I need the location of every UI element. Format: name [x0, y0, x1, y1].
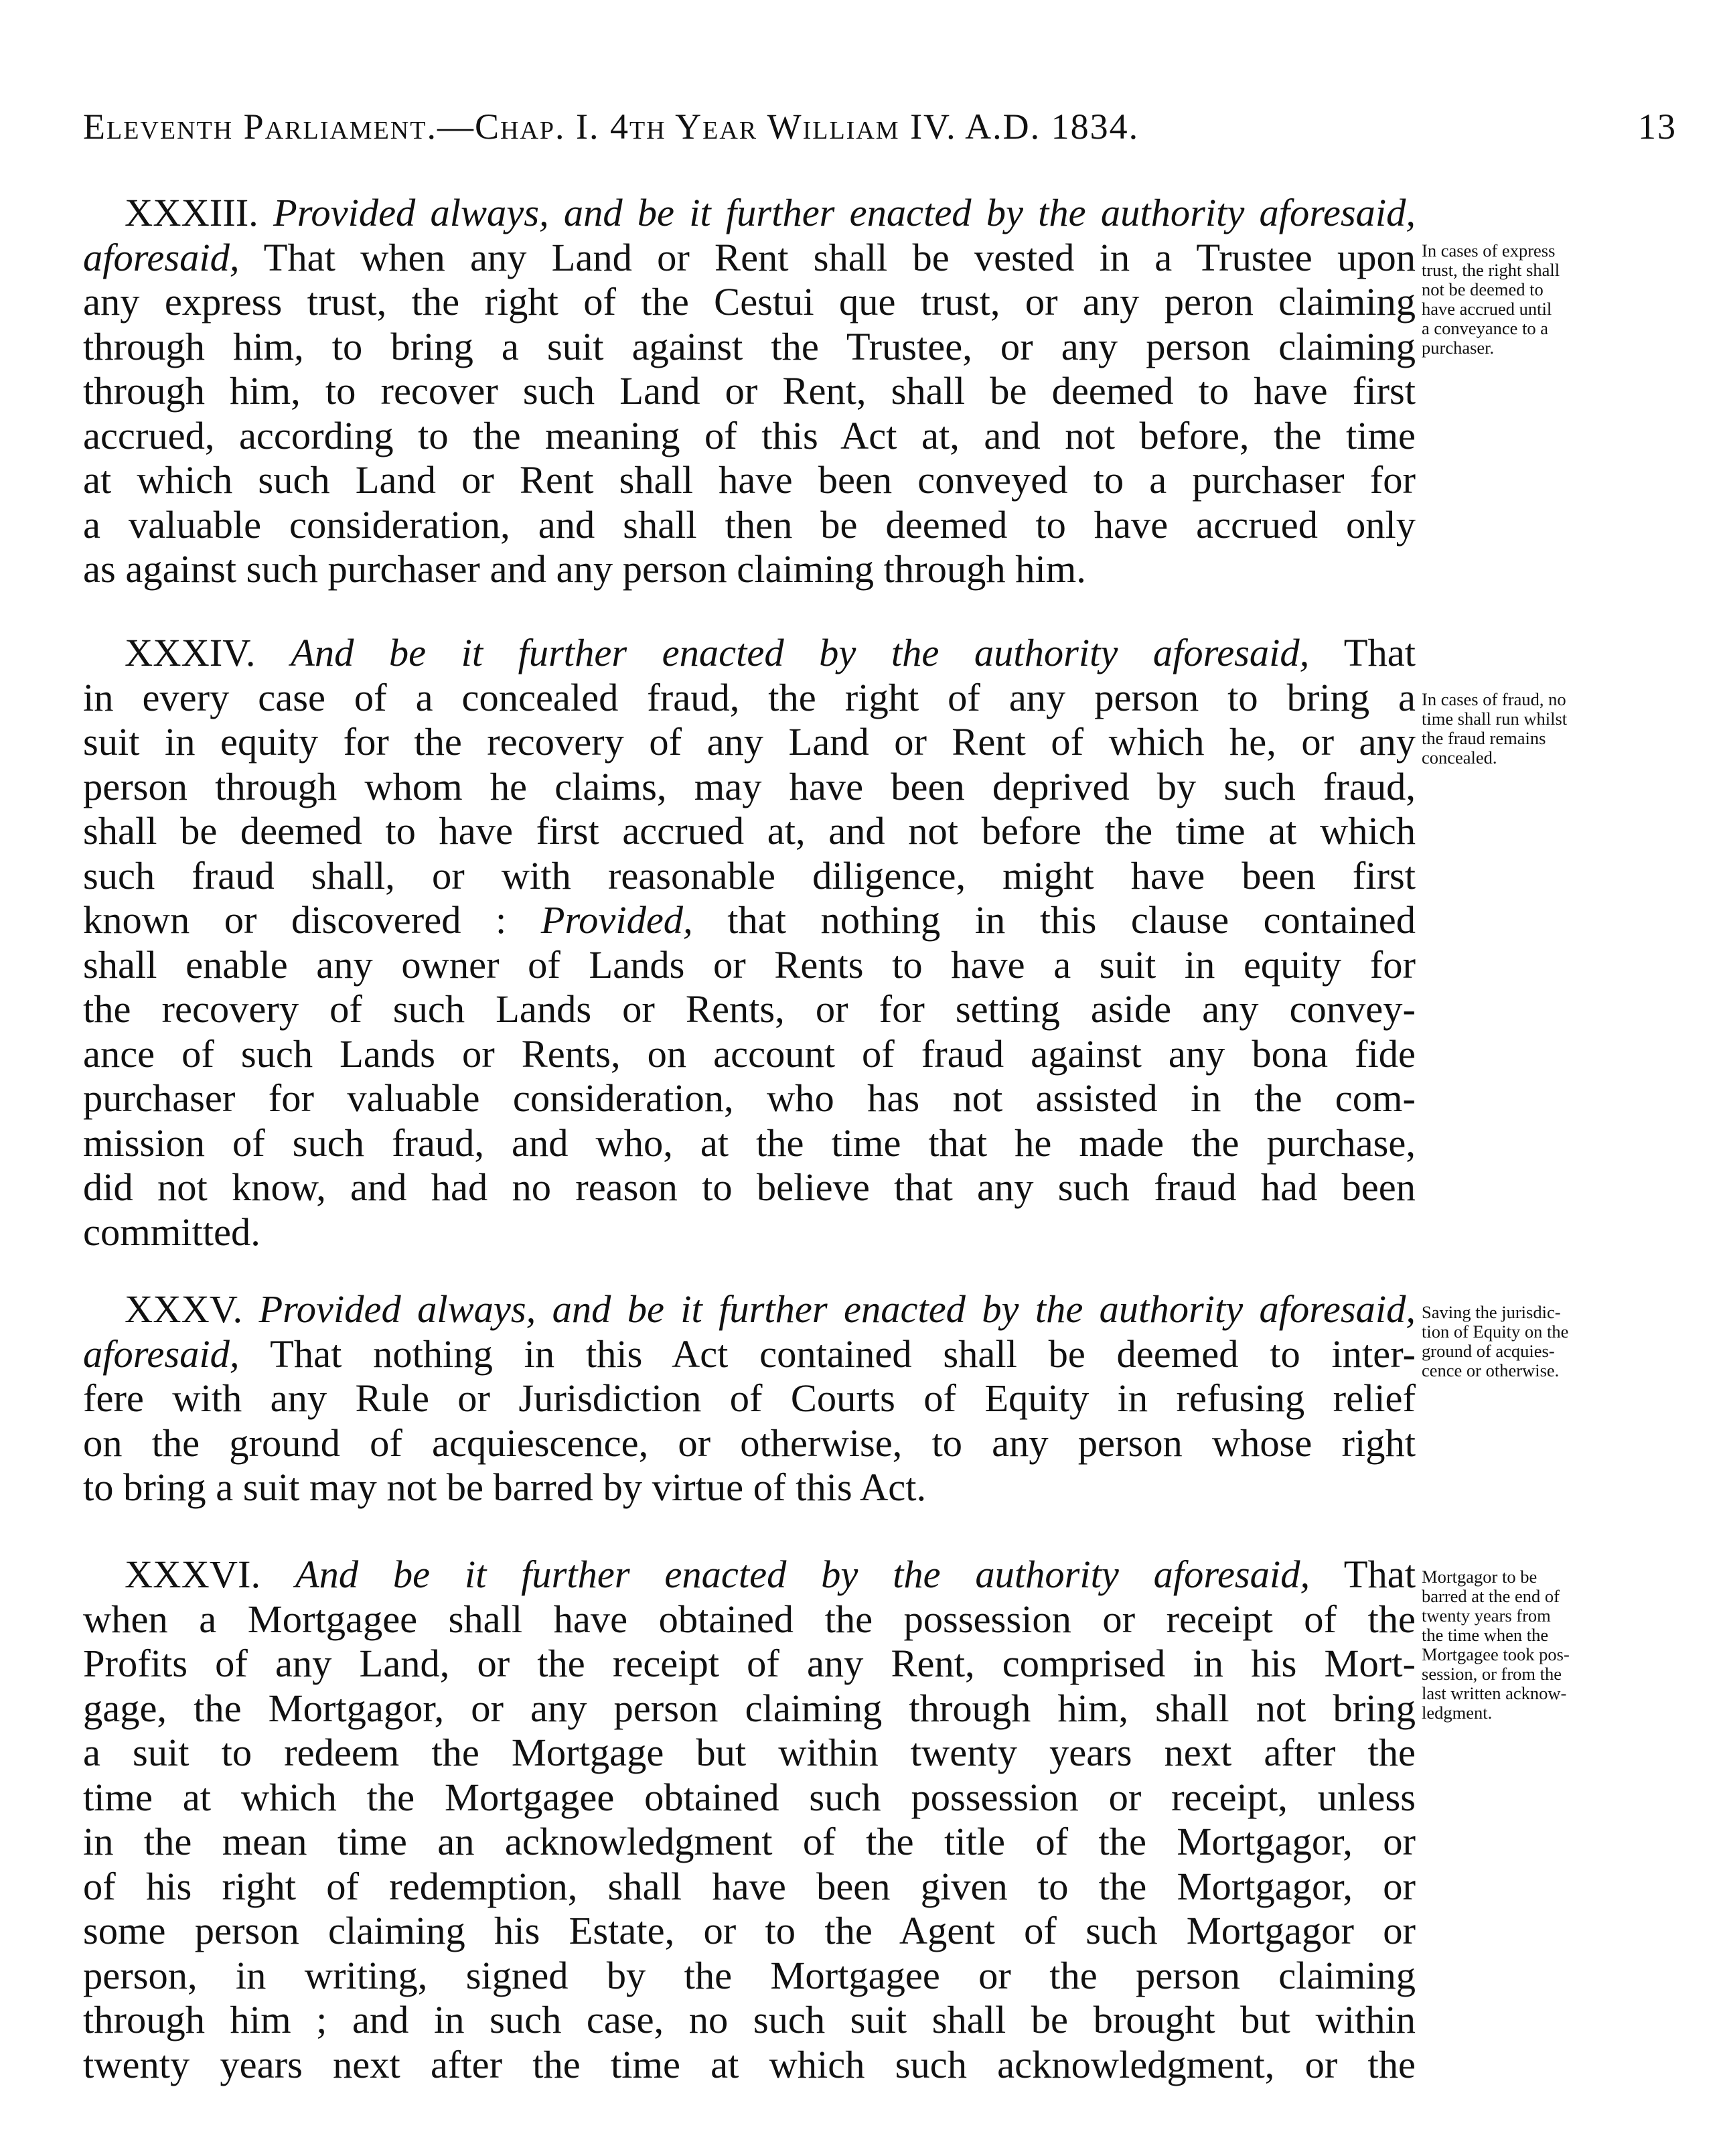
- text-line: in every case of a concealed fraud, the right of any person to bring a: [83, 675, 1416, 719]
- text-line: accrued, according to the meaning of this Act at, and not before, the time: [83, 413, 1416, 457]
- text-line: any express trust, the right of the Cestui que trust, or any peron claiming: [83, 280, 1416, 324]
- text-line: aforesaid, That when any Land or Rent shall be vested in a Trustee upon: [83, 235, 1416, 279]
- section-numeral: XXXV.: [125, 1287, 243, 1331]
- margin-note: In cases of fraud, no time shall run whilst the fraud remains concealed.: [1422, 689, 1568, 768]
- text-line: shall enable any owner of Lands or Rents to have a suit in equity for: [83, 942, 1416, 987]
- text-line: suit in equity for the recovery of any Land or Rent of which he, or any: [83, 720, 1416, 764]
- text-line: through him ; and in such case, no such suit shall be brought but within: [83, 1998, 1416, 2041]
- text-line: in the mean time an acknowledgment of the title of the Mortgagor, or: [83, 1820, 1416, 1863]
- text-line: some person claiming his Estate, or to the Agent of such Mortgagor or: [83, 1909, 1416, 1952]
- text-line: mission of such fraud, and who, at the time that he made the purchase,: [83, 1121, 1416, 1165]
- text-line: through him, to recover such Land or Rent, shall be deemed to have first: [83, 369, 1416, 413]
- text-line: a suit to redeem the Mortgage but within twenty years next after the: [83, 1731, 1416, 1774]
- section-first-line: [83, 1287, 1416, 1332]
- enacting-clause: And be it further enacted by the authority aforesaid,: [295, 1553, 1310, 1596]
- enacting-clause: And be it further enacted by the authority aforesaid,: [291, 631, 1310, 674]
- text-line: committed.: [83, 1210, 260, 1254]
- text-line: when a Mortgagee shall have obtained the possession or receipt of the: [83, 1597, 1416, 1641]
- margin-note: Mortgagor to be barred at the end of twenty years from the time when the Mortgagee took pos- session, or from the last written acknow- ledgment.: [1422, 1567, 1570, 1723]
- text-line: a valuable consideration, and shall then be deemed to have accrued only: [83, 502, 1416, 547]
- text-line: person through whom he claims, may have been deprived by such fraud,: [83, 764, 1416, 808]
- section-numeral: XXXVI.: [125, 1553, 261, 1596]
- text-line: did not know, and had no reason to believe that any such fraud had been: [83, 1165, 1416, 1209]
- enacting-clause: Provided always, and be it further enacted by the authority aforesaid,: [273, 191, 1416, 234]
- text-line: Profits of any Land, or the receipt of any Rent, comprised in his Mort-: [83, 1642, 1416, 1685]
- section-xxxiii: [83, 191, 1416, 592]
- section-first-line: XXXIV. And be it further enacted by the authority aforesaid, That: [125, 631, 1416, 674]
- running-header: [83, 106, 1677, 153]
- page-number: 13: [1638, 106, 1677, 147]
- section-first-line: [83, 191, 1416, 236]
- text-line: fere with any Rule or Jurisdiction of Courts of Equity in refusing relief: [83, 1376, 1416, 1420]
- text-line: known or discovered : Provided, that nothing in this clause contained: [83, 898, 1416, 942]
- text-line: twenty years next after the time at which such acknowledgment, or the: [83, 2042, 1416, 2086]
- text-line: through him, to bring a suit against the Trustee, or any person claiming: [83, 324, 1416, 368]
- text-line: person, in writing, signed by the Mortgagee or the person claiming: [83, 1953, 1416, 1997]
- enacting-clause: Provided always, and be it further enacted by the authority aforesaid,: [258, 1287, 1416, 1331]
- section-xxxv: [83, 1287, 1416, 1510]
- text-line: aforesaid, That nothing in this Act contained shall be deemed to inter-: [83, 1332, 1416, 1376]
- text-line: as against such purchaser and any person claiming through him.: [83, 547, 1086, 591]
- section-xxxvi: [83, 1553, 1416, 2087]
- text-line: of his right of redemption, shall have been given to the Mortgagor, or: [83, 1864, 1416, 1908]
- text-line: the recovery of such Lands or Rents, or for setting aside any convey-: [83, 987, 1416, 1031]
- section-numeral: XXXIV.: [125, 631, 256, 674]
- margin-note: In cases of express trust, the right shall not be deemed to have accrued until a conveyance to a purchaser.: [1422, 240, 1560, 358]
- section-numeral: XXXIII.: [125, 191, 258, 234]
- text-line: to bring a suit may not be barred by virtue of this Act.: [83, 1465, 927, 1509]
- section-xxxiv: [83, 631, 1416, 1254]
- text-line: at which such Land or Rent shall have been conveyed to a purchaser for: [83, 458, 1416, 502]
- text-line: time at which the Mortgagee obtained such possession or receipt, unless: [83, 1775, 1416, 1819]
- text-line: purchaser for valuable consideration, who has not assisted in the com-: [83, 1076, 1416, 1120]
- text-line: gage, the Mortgagor, or any person claiming through him, shall not bring: [83, 1686, 1416, 1730]
- text-line: on the ground of acquiescence, or otherwise, to any person whose right: [83, 1421, 1416, 1465]
- section-first-line: XXXVI. And be it further enacted by the authority aforesaid, That: [125, 1553, 1416, 1596]
- header-title: Eleventh Parliament.—Chap. I. 4th Year William IV. A.D. 1834.: [83, 106, 1140, 147]
- text-line: such fraud shall, or with reasonable diligence, might have been first: [83, 853, 1416, 897]
- text-line: shall be deemed to have first accrued at, and not before the time at which: [83, 809, 1416, 853]
- text-line: ance of such Lands or Rents, on account of fraud against any bona fide: [83, 1031, 1416, 1076]
- margin-note: Saving the jurisdic- tion of Equity on the ground of acquies- cence or otherwise.: [1422, 1302, 1569, 1380]
